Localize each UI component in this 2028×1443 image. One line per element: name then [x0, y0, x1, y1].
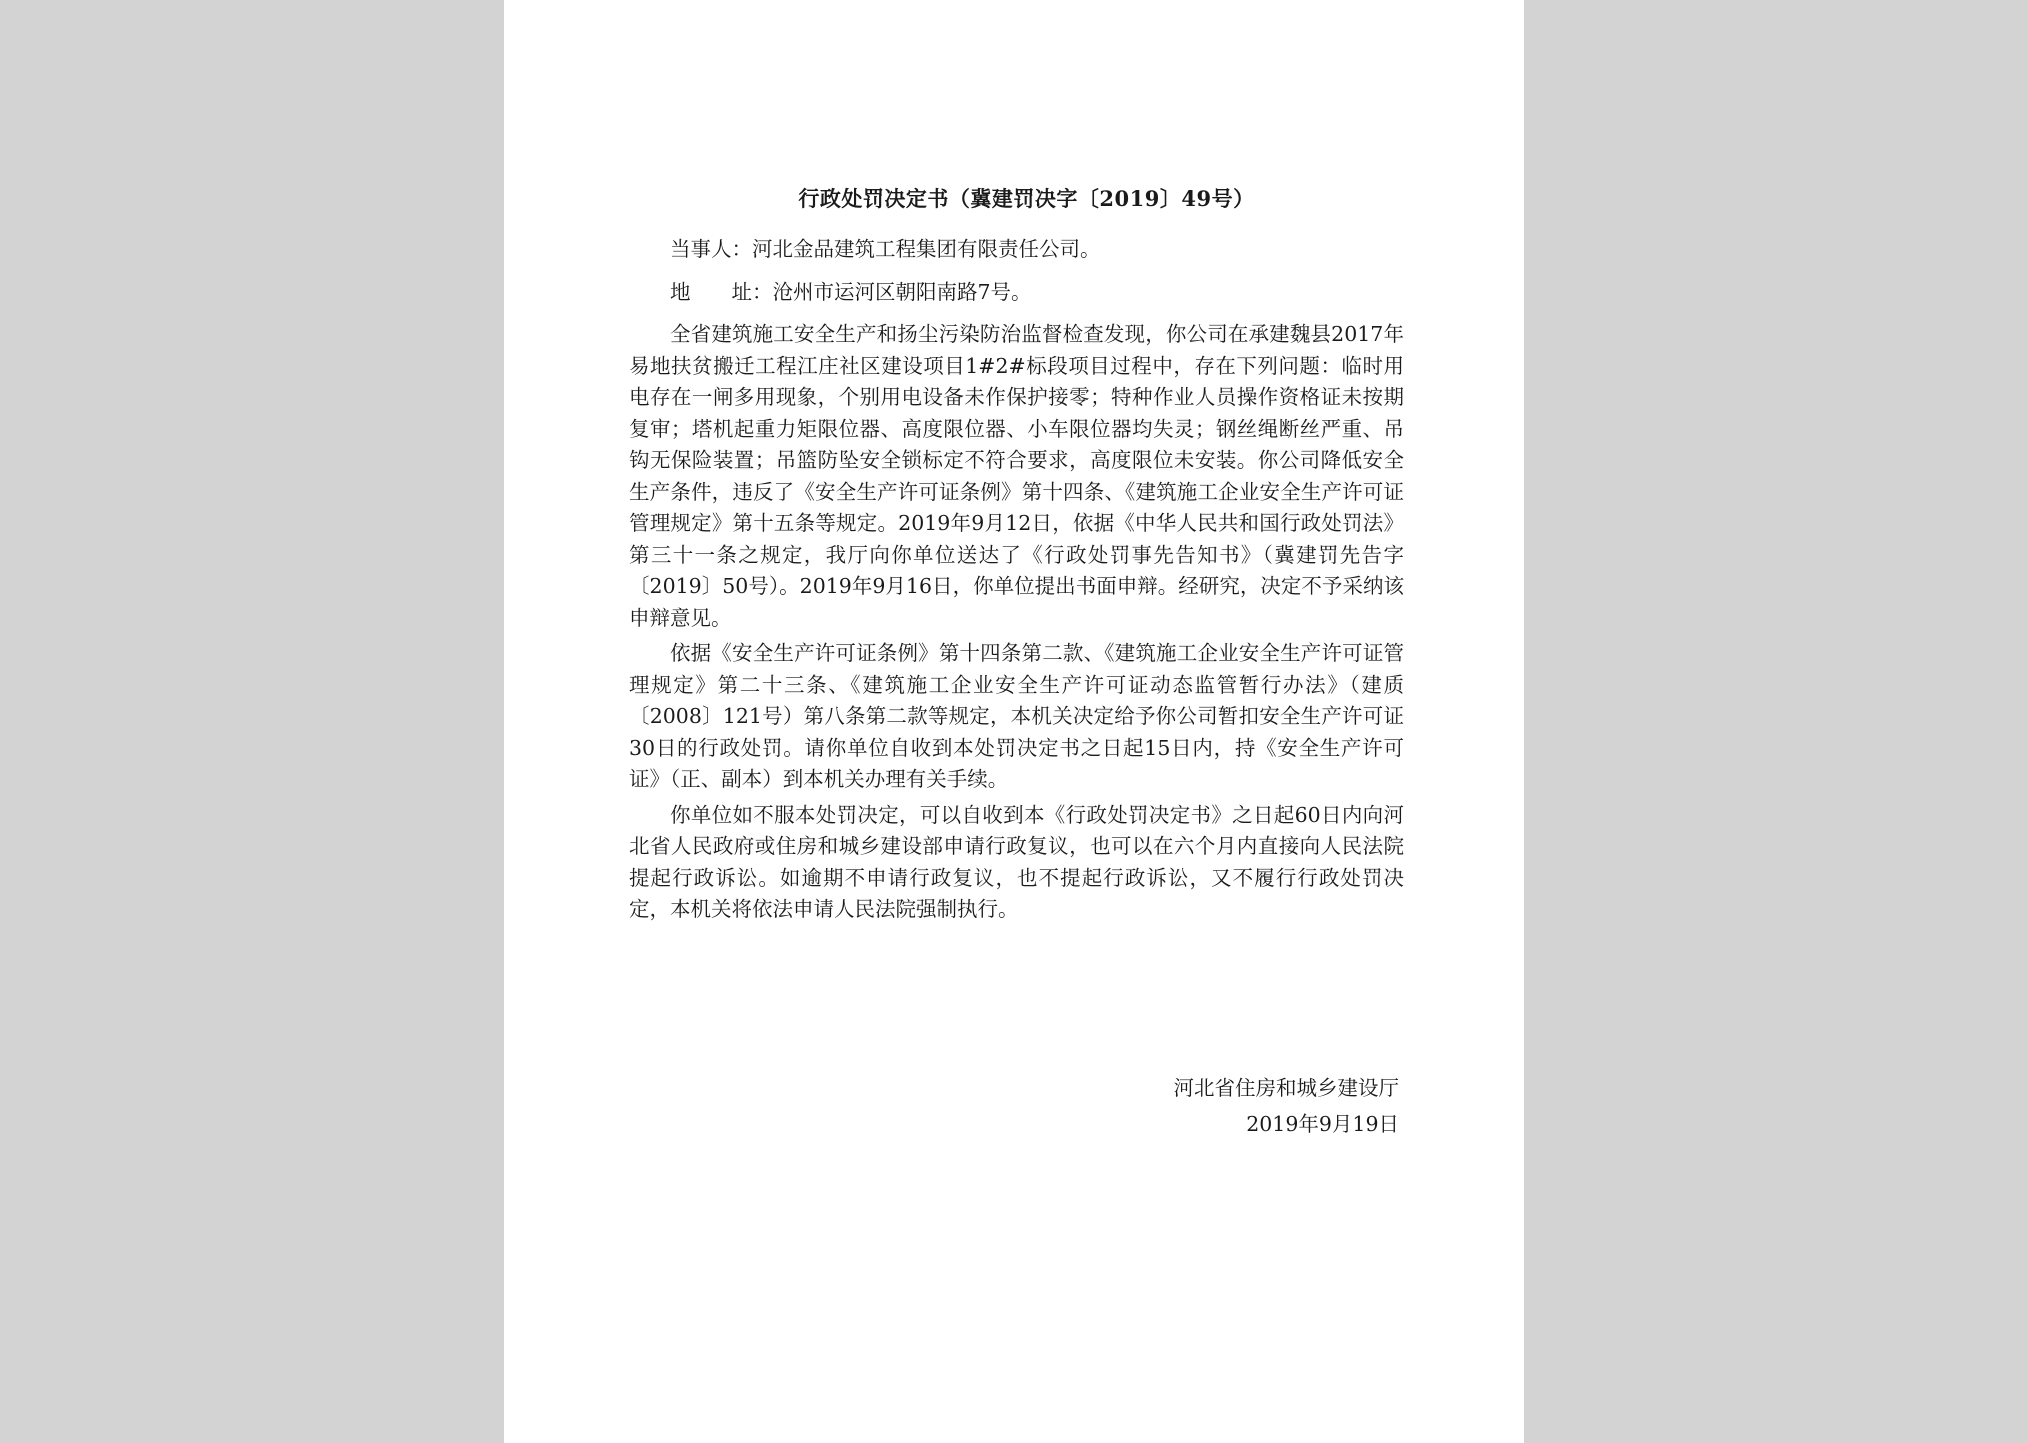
document-title: 行政处罚决定书（冀建罚决字〔2019〕49号）: [798, 186, 1255, 211]
paragraph-findings: 全省建筑施工安全生产和扬尘污染防治监督检查发现，你公司在承建魏县2017年易地扶贫搬迁工程江庄社区建设项目1#2#标段项目过程中，存在下列问题：临时用电存在一闸多用现象，个别用电设备未作保护接零；特种作业人员操作资格证未按期复审；塔机起重力矩限位器、高度限位器、小车限位器均失灵；钢丝绳断丝严重、吊钩无保险装置；吊篮防坠安全锁标定不符合要求，高度限位未安装。你公司降低安全生产条件，违反了《安全生产许可证条例》第十四条、《建筑施工企业安全生产许可证管理规定》第十五条等规定。2019年9月12日，依据《中华人民共和国行政处罚法》第三十一条之规定，我厅向你单位送达了《行政处罚事先告知书》（冀建罚先告字〔2019〕50号）。2019年9月16日，你单位提出书面申辩。经研究，决定不予采纳该申辩意见。: [629, 322, 1404, 630]
document-page: [504, 0, 1524, 1443]
address-label: 地 址：: [670, 279, 773, 304]
paragraph-appeal: 你单位如不服本处罚决定，可以自收到本《行政处罚决定书》之日起60日内向河北省人民政府或住房和城乡建设部申请行政复议，也可以在六个月内直接向人民法院提起行政诉讼。如逾期不申请行政复议，也不提起行政诉讼，又不履行行政处罚决定，本机关将依法申请人民法院强制执行。: [629, 802, 1404, 921]
issuer-name: 河北省住房和城乡建设厅: [1173, 1076, 1399, 1100]
document-body: [629, 183, 1404, 930]
paragraph-decision: 依据《安全生产许可证条例》第十四条第二款、《建筑施工企业安全生产许可证管理规定》第二十三条、《建筑施工企业安全生产许可证动态监管暂行办法》（建质〔2008〕121号）第八条第二款等规定，本机关决定给予你公司暂扣安全生产许可证30日的行政处罚。请你单位自收到本处罚决定书之日起15日内，持《安全生产许可证》（正、副本）到本机关办理有关手续。: [629, 641, 1404, 791]
address-line: [629, 277, 1404, 309]
party-label: 当事人：: [670, 237, 752, 261]
party-value: 河北金品建筑工程集团有限责任公司。: [752, 237, 1101, 261]
party-line: [629, 234, 1404, 266]
signature-block: [1174, 1070, 1400, 1142]
issue-date: 2019年9月19日: [1246, 1112, 1399, 1136]
address-value: 沧州市运河区朝阳南路7号。: [772, 279, 1032, 304]
